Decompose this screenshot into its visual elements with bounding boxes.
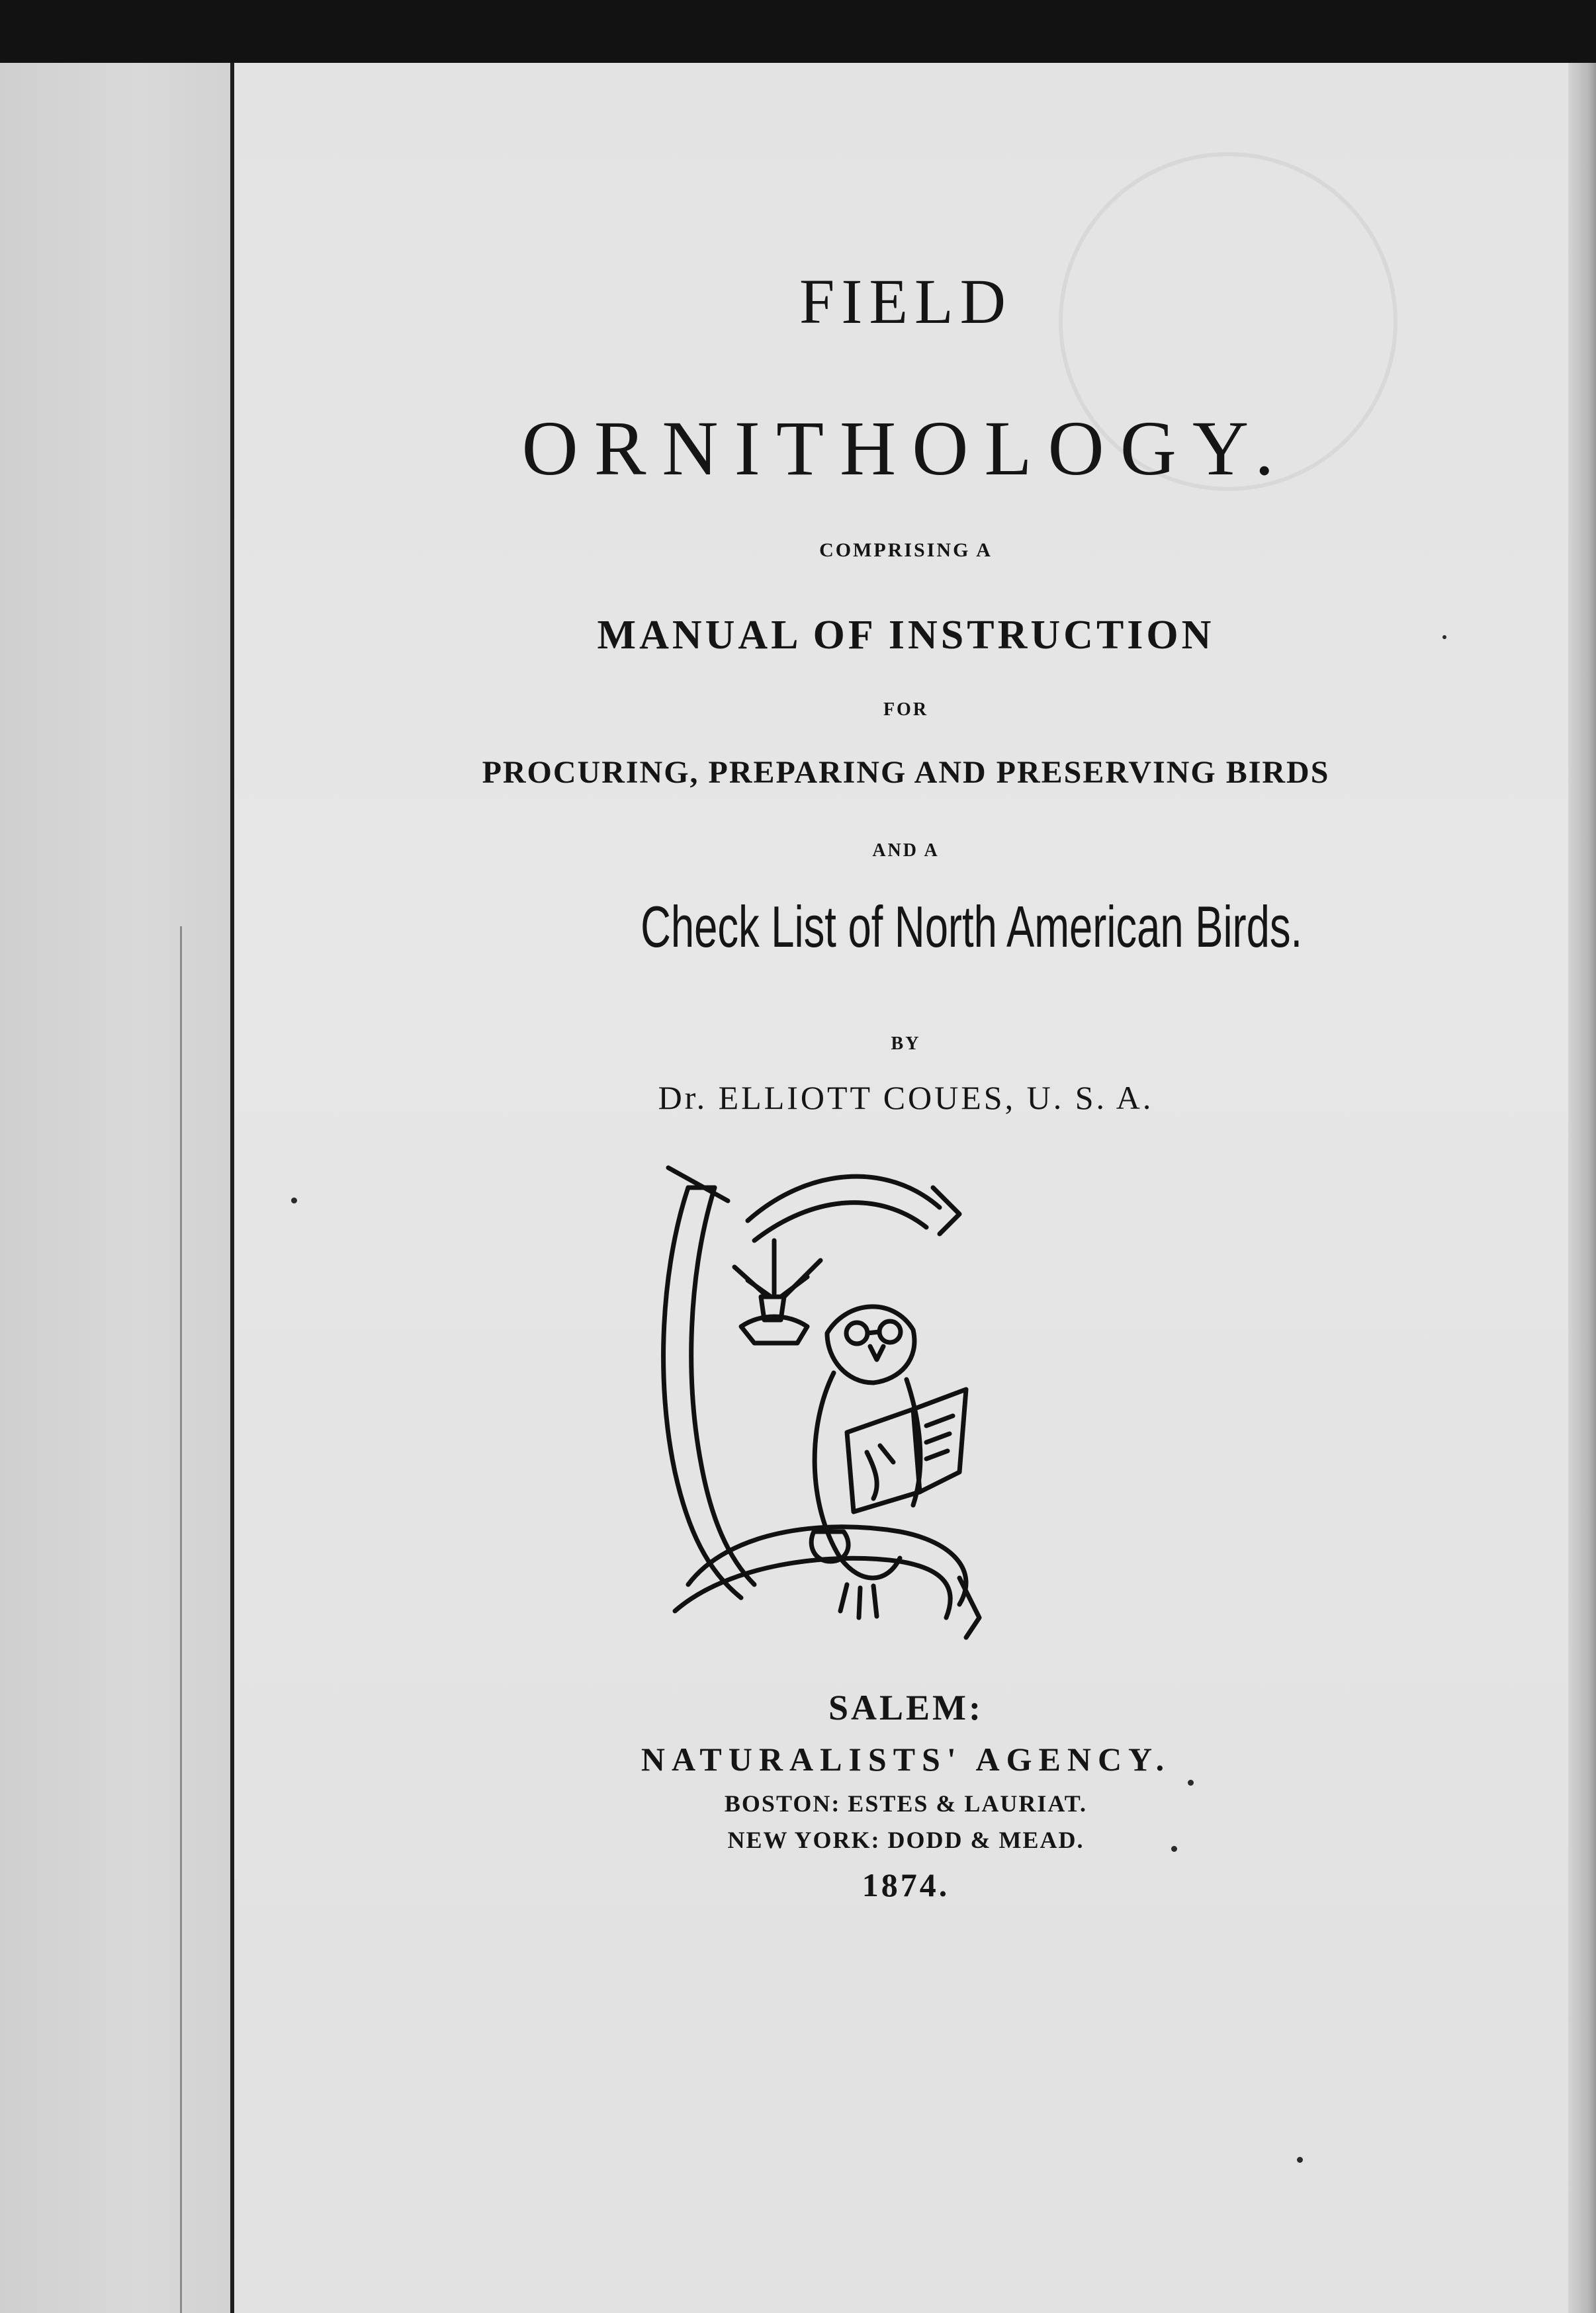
author-line: Dr. ELLIOTT COUES, U. S. A.: [658, 1079, 1154, 1116]
check-list-line: Check List of North American Birds.: [641, 894, 1303, 959]
ink-speck: [1188, 1780, 1194, 1786]
page-edge-line: [180, 926, 182, 2313]
comprising-line: COMPRISING A: [819, 539, 993, 561]
and-a-line: AND A: [872, 840, 940, 861]
owl-monogram-icon: [648, 1161, 1006, 1651]
title-field: FIELD: [799, 266, 1012, 337]
for-line: FOR: [883, 699, 929, 720]
by-line: BY: [891, 1033, 921, 1054]
ink-speck: [1297, 2157, 1303, 2163]
ink-speck: [291, 1198, 297, 1203]
right-page-edge: [1568, 63, 1596, 2313]
manual-line: MANUAL OF INSTRUCTION: [597, 613, 1215, 658]
procuring-line: PROCURING, PREPARING AND PRESERVING BIRDS: [482, 755, 1330, 790]
imprint-new-york: NEW YORK: DODD & MEAD.: [727, 1827, 1085, 1853]
title-ornithology: ORNITHOLOGY.: [521, 405, 1290, 492]
imprint-city: SALEM:: [828, 1688, 983, 1727]
ink-speck: [1171, 1846, 1177, 1852]
facing-page: [0, 63, 232, 2313]
imprint-publisher: NATURALISTS' AGENCY.: [641, 1741, 1171, 1778]
imprint-year: 1874.: [862, 1866, 950, 1903]
scan-top-border: [0, 0, 1596, 66]
ink-speck: [1442, 635, 1446, 639]
imprint-boston: BOSTON: ESTES & LAURIAT.: [724, 1790, 1088, 1817]
